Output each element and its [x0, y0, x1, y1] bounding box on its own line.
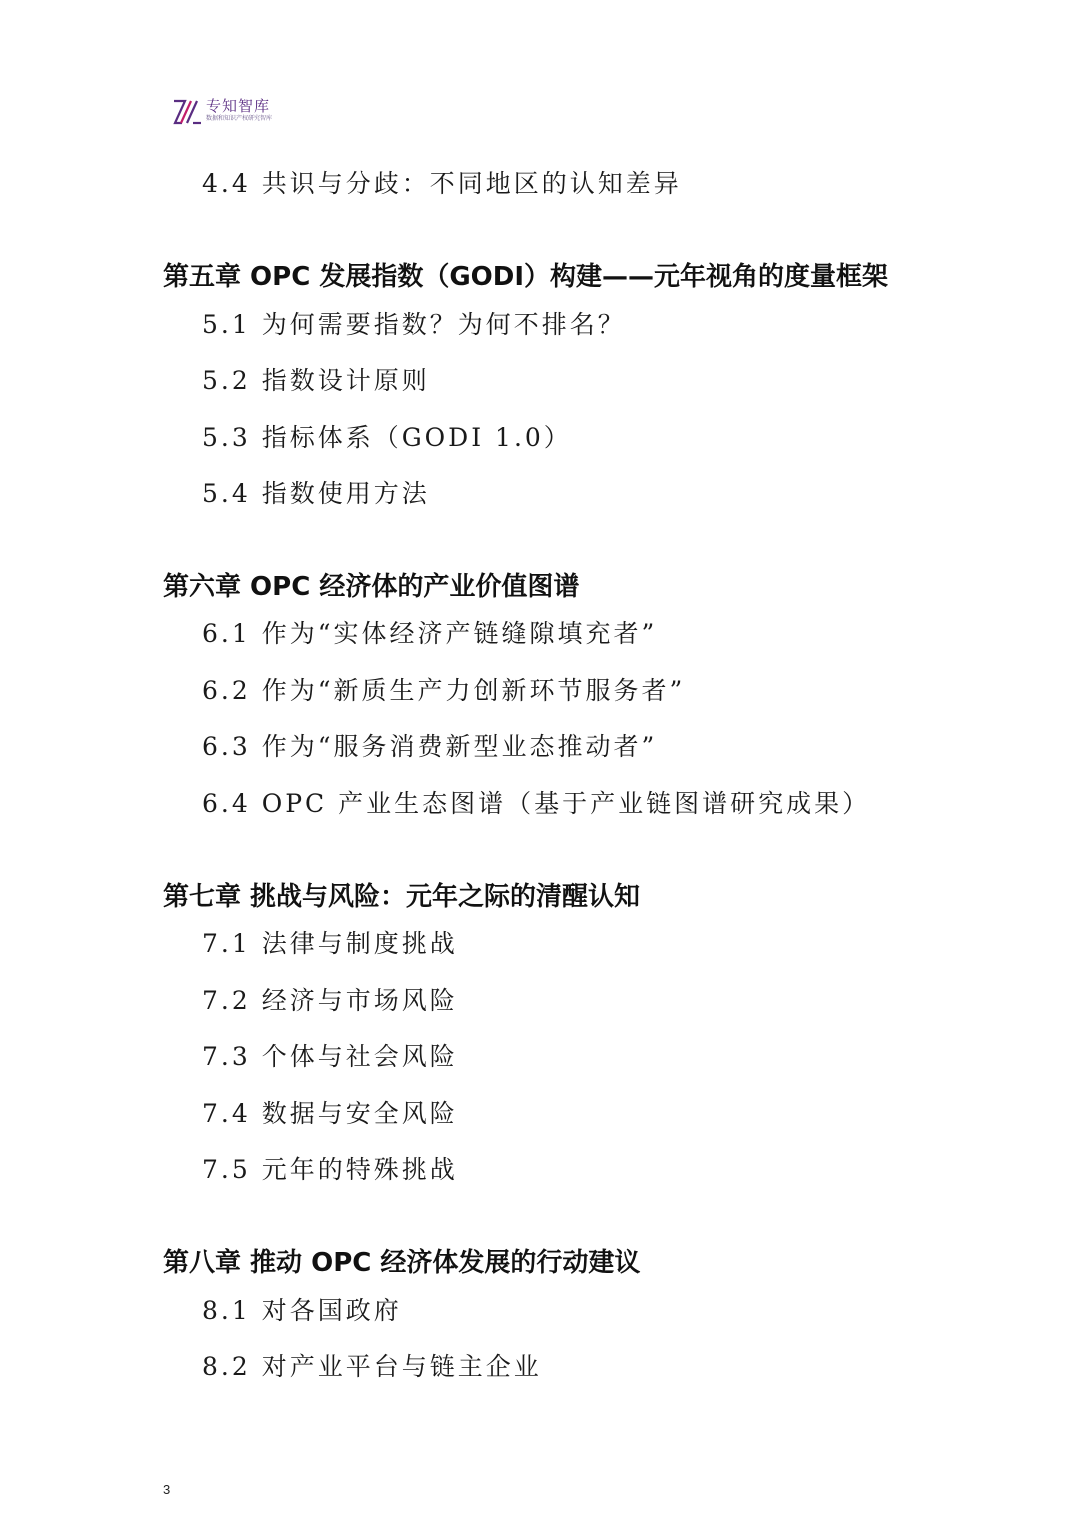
- toc-section-6-4: 6.4 OPC 产业生态图谱（基于产业链图谱研究成果）: [202, 789, 871, 818]
- logo-tagline: 数据和知识产权研究智库: [206, 115, 273, 122]
- toc-section-4-4: 4.4 共识与分歧：不同地区的认知差异: [202, 169, 682, 198]
- toc-section-5-4: 5.4 指数使用方法: [202, 479, 430, 508]
- toc-section-6-2: 6.2 作为“新质生产力创新环节服务者”: [202, 676, 686, 705]
- toc-section-6-3: 6.3 作为“服务消费新型业态推动者”: [202, 732, 658, 761]
- toc-section-7-1: 7.1 法律与制度挑战: [202, 929, 458, 958]
- toc-chapter-5: 第五章 OPC 发展指数（GODI）构建——元年视角的度量框架: [163, 262, 889, 292]
- toc-chapter-7: 第七章 挑战与风险：元年之际的清醒认知: [163, 882, 641, 912]
- toc-section-7-3: 7.3 个体与社会风险: [202, 1042, 458, 1071]
- toc-section-7-4: 7.4 数据与安全风险: [202, 1099, 458, 1128]
- toc-section-5-2: 5.2 指数设计原则: [202, 366, 430, 395]
- toc-section-8-2: 8.2 对产业平台与链主企业: [202, 1352, 542, 1381]
- toc-section-7-2: 7.2 经济与市场风险: [202, 986, 458, 1015]
- toc-section-8-1: 8.1 对各国政府: [202, 1296, 402, 1325]
- header-logo: [172, 98, 272, 126]
- logo-name: 专知智库: [206, 97, 271, 115]
- toc-chapter-6: 第六章 OPC 经济体的产业价值图谱: [163, 572, 580, 602]
- toc-section-5-1: 5.1 为何需要指数？为何不排名？: [202, 310, 626, 339]
- toc-section-6-1: 6.1 作为“实体经济产链缝隙填充者”: [202, 619, 658, 648]
- zl-logo-icon: [172, 98, 202, 126]
- page-number: 3: [163, 1482, 171, 1497]
- toc-chapter-8: 第八章 推动 OPC 经济体发展的行动建议: [163, 1248, 641, 1278]
- toc-section-5-3: 5.3 指标体系（GODI 1.0）: [202, 423, 572, 452]
- toc-section-7-5: 7.5 元年的特殊挑战: [202, 1155, 458, 1184]
